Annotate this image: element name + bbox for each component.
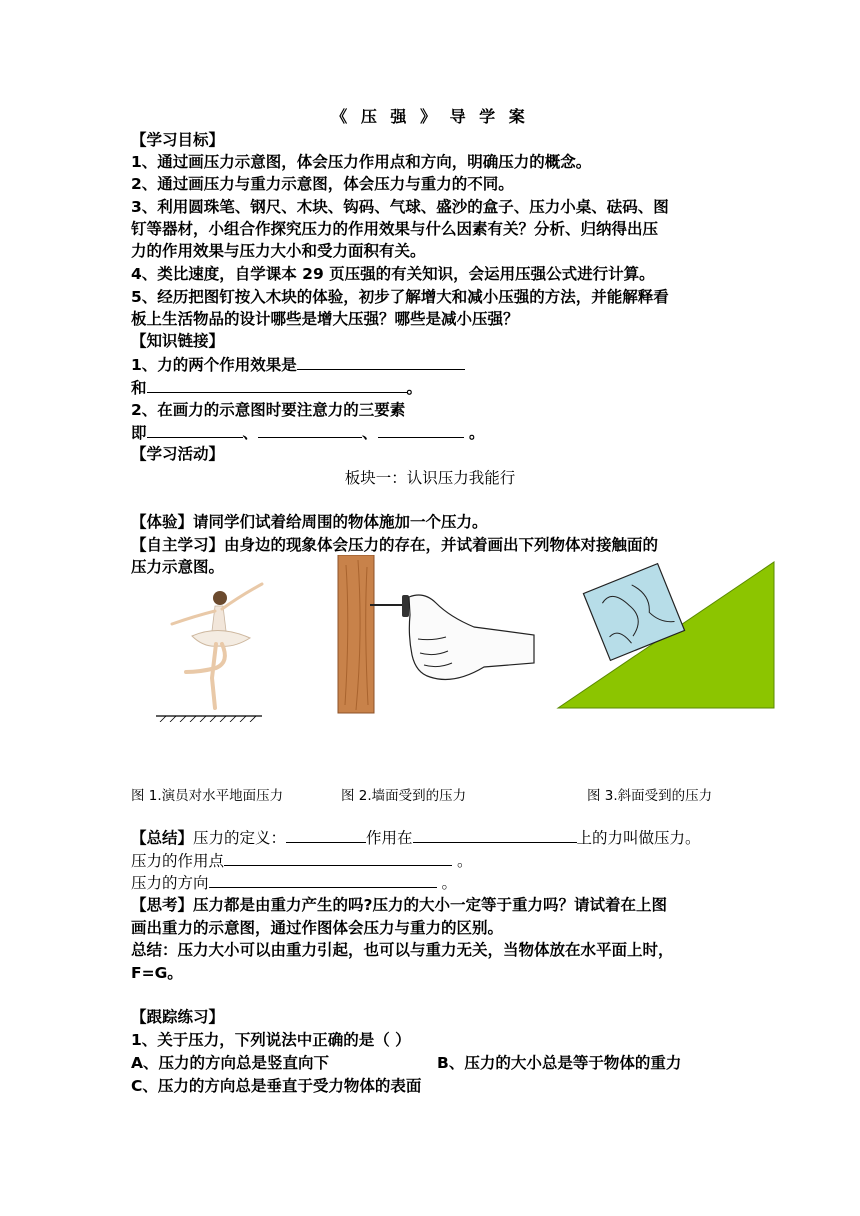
page-title: 《 压 强 》 导 学 案 bbox=[331, 107, 529, 126]
self-study-text: 由身边的现象体会压力的存在，并试着画出下列物体对接触面的 bbox=[224, 536, 659, 554]
summary-text: 压力的作用点 bbox=[131, 852, 225, 870]
punct: 、 bbox=[362, 424, 378, 442]
practice-heading: 【跟踪练习】 bbox=[131, 1008, 225, 1026]
knowledge-q1 bbox=[131, 353, 465, 376]
knowledge-q1-text: 1、力的两个作用效果是 bbox=[131, 356, 297, 374]
experience-line bbox=[131, 511, 488, 533]
objective-line: 4、类比速度，自学课本 29 页压强的有关知识，会运用压强公式进行计算。 bbox=[131, 265, 655, 283]
punct: 。 bbox=[463, 424, 485, 442]
knowledge-q2-cont bbox=[131, 421, 484, 444]
activity-heading: 【学习活动】 bbox=[131, 445, 225, 463]
punct: 、 bbox=[242, 424, 259, 442]
conclusion-formula: F=G。 bbox=[131, 964, 183, 982]
question-1: 1、关于压力，下列说法中正确的是（ ） bbox=[131, 1031, 411, 1049]
summary-point bbox=[131, 849, 472, 872]
objective-line: 3、利用圆珠笔、钢尺、木块、钩码、气球、盛沙的盒子、压力小桌、砝码、图 bbox=[131, 198, 669, 216]
self-study-line bbox=[131, 534, 658, 556]
punct: 。 bbox=[436, 874, 457, 892]
think-tag: 【思考】 bbox=[131, 896, 194, 914]
self-study-tag: 【自主学习】 bbox=[131, 536, 225, 554]
experience-tag: 【体验】 bbox=[131, 513, 194, 531]
section-title: 板块一：认识压力我能行 bbox=[344, 469, 516, 487]
option-a[interactable]: A、压力的方向总是竖直向下 bbox=[131, 1054, 329, 1072]
knowledge-q1-and: 和 bbox=[131, 379, 147, 397]
objectives-heading: 【学习目标】 bbox=[131, 131, 225, 149]
answer-blank[interactable] bbox=[224, 849, 452, 866]
summary-text: 上的力叫做压力。 bbox=[576, 829, 701, 847]
knowledge-q2-ji: 即 bbox=[131, 424, 147, 442]
conclusion-line: 总结：压力大小可以由重力引起，也可以与重力无关，当物体放在水平面上时， bbox=[131, 941, 674, 959]
objective-line: 力的作用效果与压力大小和受力面积有关。 bbox=[131, 242, 426, 260]
summary-tag: 【总结】 bbox=[131, 829, 194, 847]
punct: 。 bbox=[452, 852, 473, 870]
option-b[interactable]: B、压力的大小总是等于物体的重力 bbox=[437, 1054, 682, 1072]
figure-caption: 图 2.墙面受到的压力 bbox=[341, 788, 467, 804]
answer-blank[interactable] bbox=[286, 826, 366, 843]
objective-line: 板上生活物品的设计哪些是增大压强？哪些是减小压强？ bbox=[131, 310, 519, 328]
answer-blank[interactable] bbox=[209, 871, 437, 888]
think-text: 压力都是由重力产生的吗?压力的大小一定等于重力吗？请试着在上图 bbox=[193, 896, 668, 914]
ballerina-figure bbox=[150, 576, 280, 722]
objective-line: 钉等器材，小组合作探究压力的作用效果与什么因素有关？分析、归纳得出压 bbox=[131, 220, 659, 238]
summary-direction bbox=[131, 871, 457, 894]
answer-blank[interactable] bbox=[258, 421, 362, 438]
answer-blank[interactable] bbox=[297, 353, 465, 370]
summary-text: 压力的定义： bbox=[193, 829, 287, 847]
knowledge-q1-cont bbox=[131, 376, 422, 399]
summary-text: 作用在 bbox=[366, 829, 413, 847]
objective-line: 5、经历把图钉按入木块的体验，初步了解增大和减小压强的方法，并能解释看 bbox=[131, 288, 669, 306]
punct: 。 bbox=[406, 379, 423, 397]
answer-blank[interactable] bbox=[147, 421, 243, 438]
experience-text: 请同学们试着给周围的物体施加一个压力。 bbox=[193, 513, 488, 531]
answer-blank[interactable] bbox=[147, 376, 407, 393]
objective-line: 2、通过画压力与重力示意图，体会压力与重力的不同。 bbox=[131, 175, 514, 193]
option-c[interactable]: C、压力的方向总是垂直于受力物体的表面 bbox=[131, 1077, 422, 1095]
think-line-2: 画出重力的示意图，通过作图体会压力与重力的区别。 bbox=[131, 919, 504, 937]
incline-figure bbox=[556, 560, 776, 710]
wall-pin-figure bbox=[334, 555, 544, 715]
objective-line: 1、通过画压力示意图，体会压力作用点和方向，明确压力的概念。 bbox=[131, 153, 592, 171]
knowledge-q2: 2、在画力的示意图时要注意力的三要素 bbox=[131, 401, 406, 419]
figure-caption: 图 1.演员对水平地面压力 bbox=[131, 788, 284, 804]
answer-blank[interactable] bbox=[378, 421, 464, 438]
self-study-line-2: 压力示意图。 bbox=[131, 558, 225, 576]
summary-definition bbox=[131, 826, 701, 849]
figure-caption: 图 3.斜面受到的压力 bbox=[587, 788, 713, 804]
summary-text: 压力的方向 bbox=[131, 874, 209, 892]
think-line bbox=[131, 894, 667, 916]
knowledge-heading: 【知识链接】 bbox=[131, 332, 225, 350]
answer-blank[interactable] bbox=[413, 826, 577, 843]
